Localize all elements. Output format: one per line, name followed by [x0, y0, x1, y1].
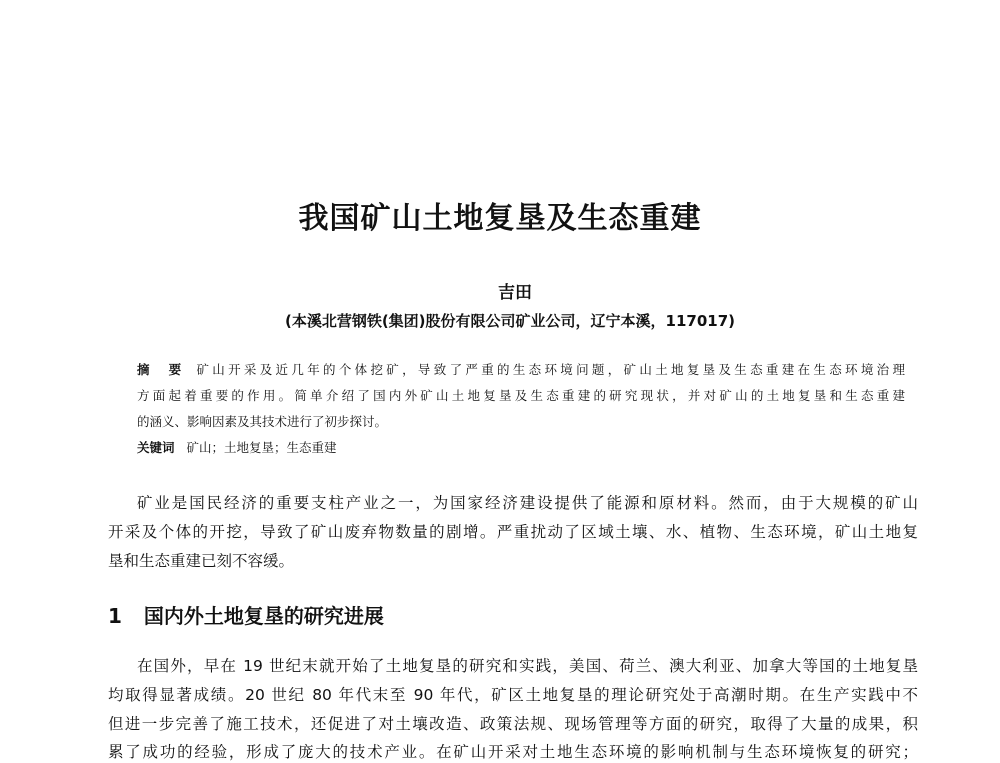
- paragraph-line: 垦和生态重建已刻不容缓。: [108, 552, 295, 570]
- keywords-text: 矿山；土地复垦；生态重建: [186, 440, 337, 455]
- abstract-line: 方面起着重要的作用。简单介绍了国内外矿山土地复垦及生态重建的研究现状，并对矿山的土地复垦和生态重建: [137, 388, 905, 403]
- keywords-line: [137, 439, 905, 457]
- paragraph-line: 但进一步完善了施工技术，还促进了对土壤改造、政策法规、现场管理等方面的研究，取得了大量的成果，积: [108, 715, 918, 733]
- paragraph-line: 均取得显著成绩。20 世纪 80 年代末至 90 年代，矿区土地复垦的理论研究处于高潮时期。在生产实践中不: [108, 686, 918, 704]
- author-name: 吉田: [498, 283, 532, 303]
- paragraph-line: 在国外，早在 19 世纪末就开始了土地复垦的研究和实践，美国、荷兰、澳大利亚、加拿大等国的土地复垦: [137, 657, 918, 675]
- section-title: 国内外土地复垦的研究进展: [143, 604, 384, 628]
- paragraph-line: 累了成功的经验，形成了庞大的技术产业。在矿山开采对土地生态环境的影响机制与生态环境恢复的研究；: [108, 743, 918, 761]
- affiliation: (本溪北营钢铁(集团)股份有限公司矿业公司，辽宁本溪，117017): [284, 312, 736, 330]
- abstract-line: 摘 要 矿山开采及近几年的个体挖矿，导致了严重的生态环境问题，矿山土地复垦及生态重建在生态环境治理: [137, 362, 905, 377]
- section-heading: [108, 600, 384, 629]
- paper-title: 我国矿山土地复垦及生态重建: [298, 201, 702, 236]
- paragraph-line: 矿业是国民经济的重要支柱产业之一，为国家经济建设提供了能源和原材料。然而，由于大规模的矿山: [137, 494, 918, 512]
- keywords-label: 关键词: [137, 440, 175, 455]
- paragraph-line: 开采及个体的开挖，导致了矿山废弃物数量的剧增。严重扰动了区域土壤、水、植物、生态环境，矿山土地复: [108, 523, 918, 541]
- section-number: 1: [108, 604, 122, 628]
- abstract-label: 摘 要: [137, 362, 185, 377]
- abstract-line: 的涵义、影响因素及其技术进行了初步探讨。: [137, 414, 388, 429]
